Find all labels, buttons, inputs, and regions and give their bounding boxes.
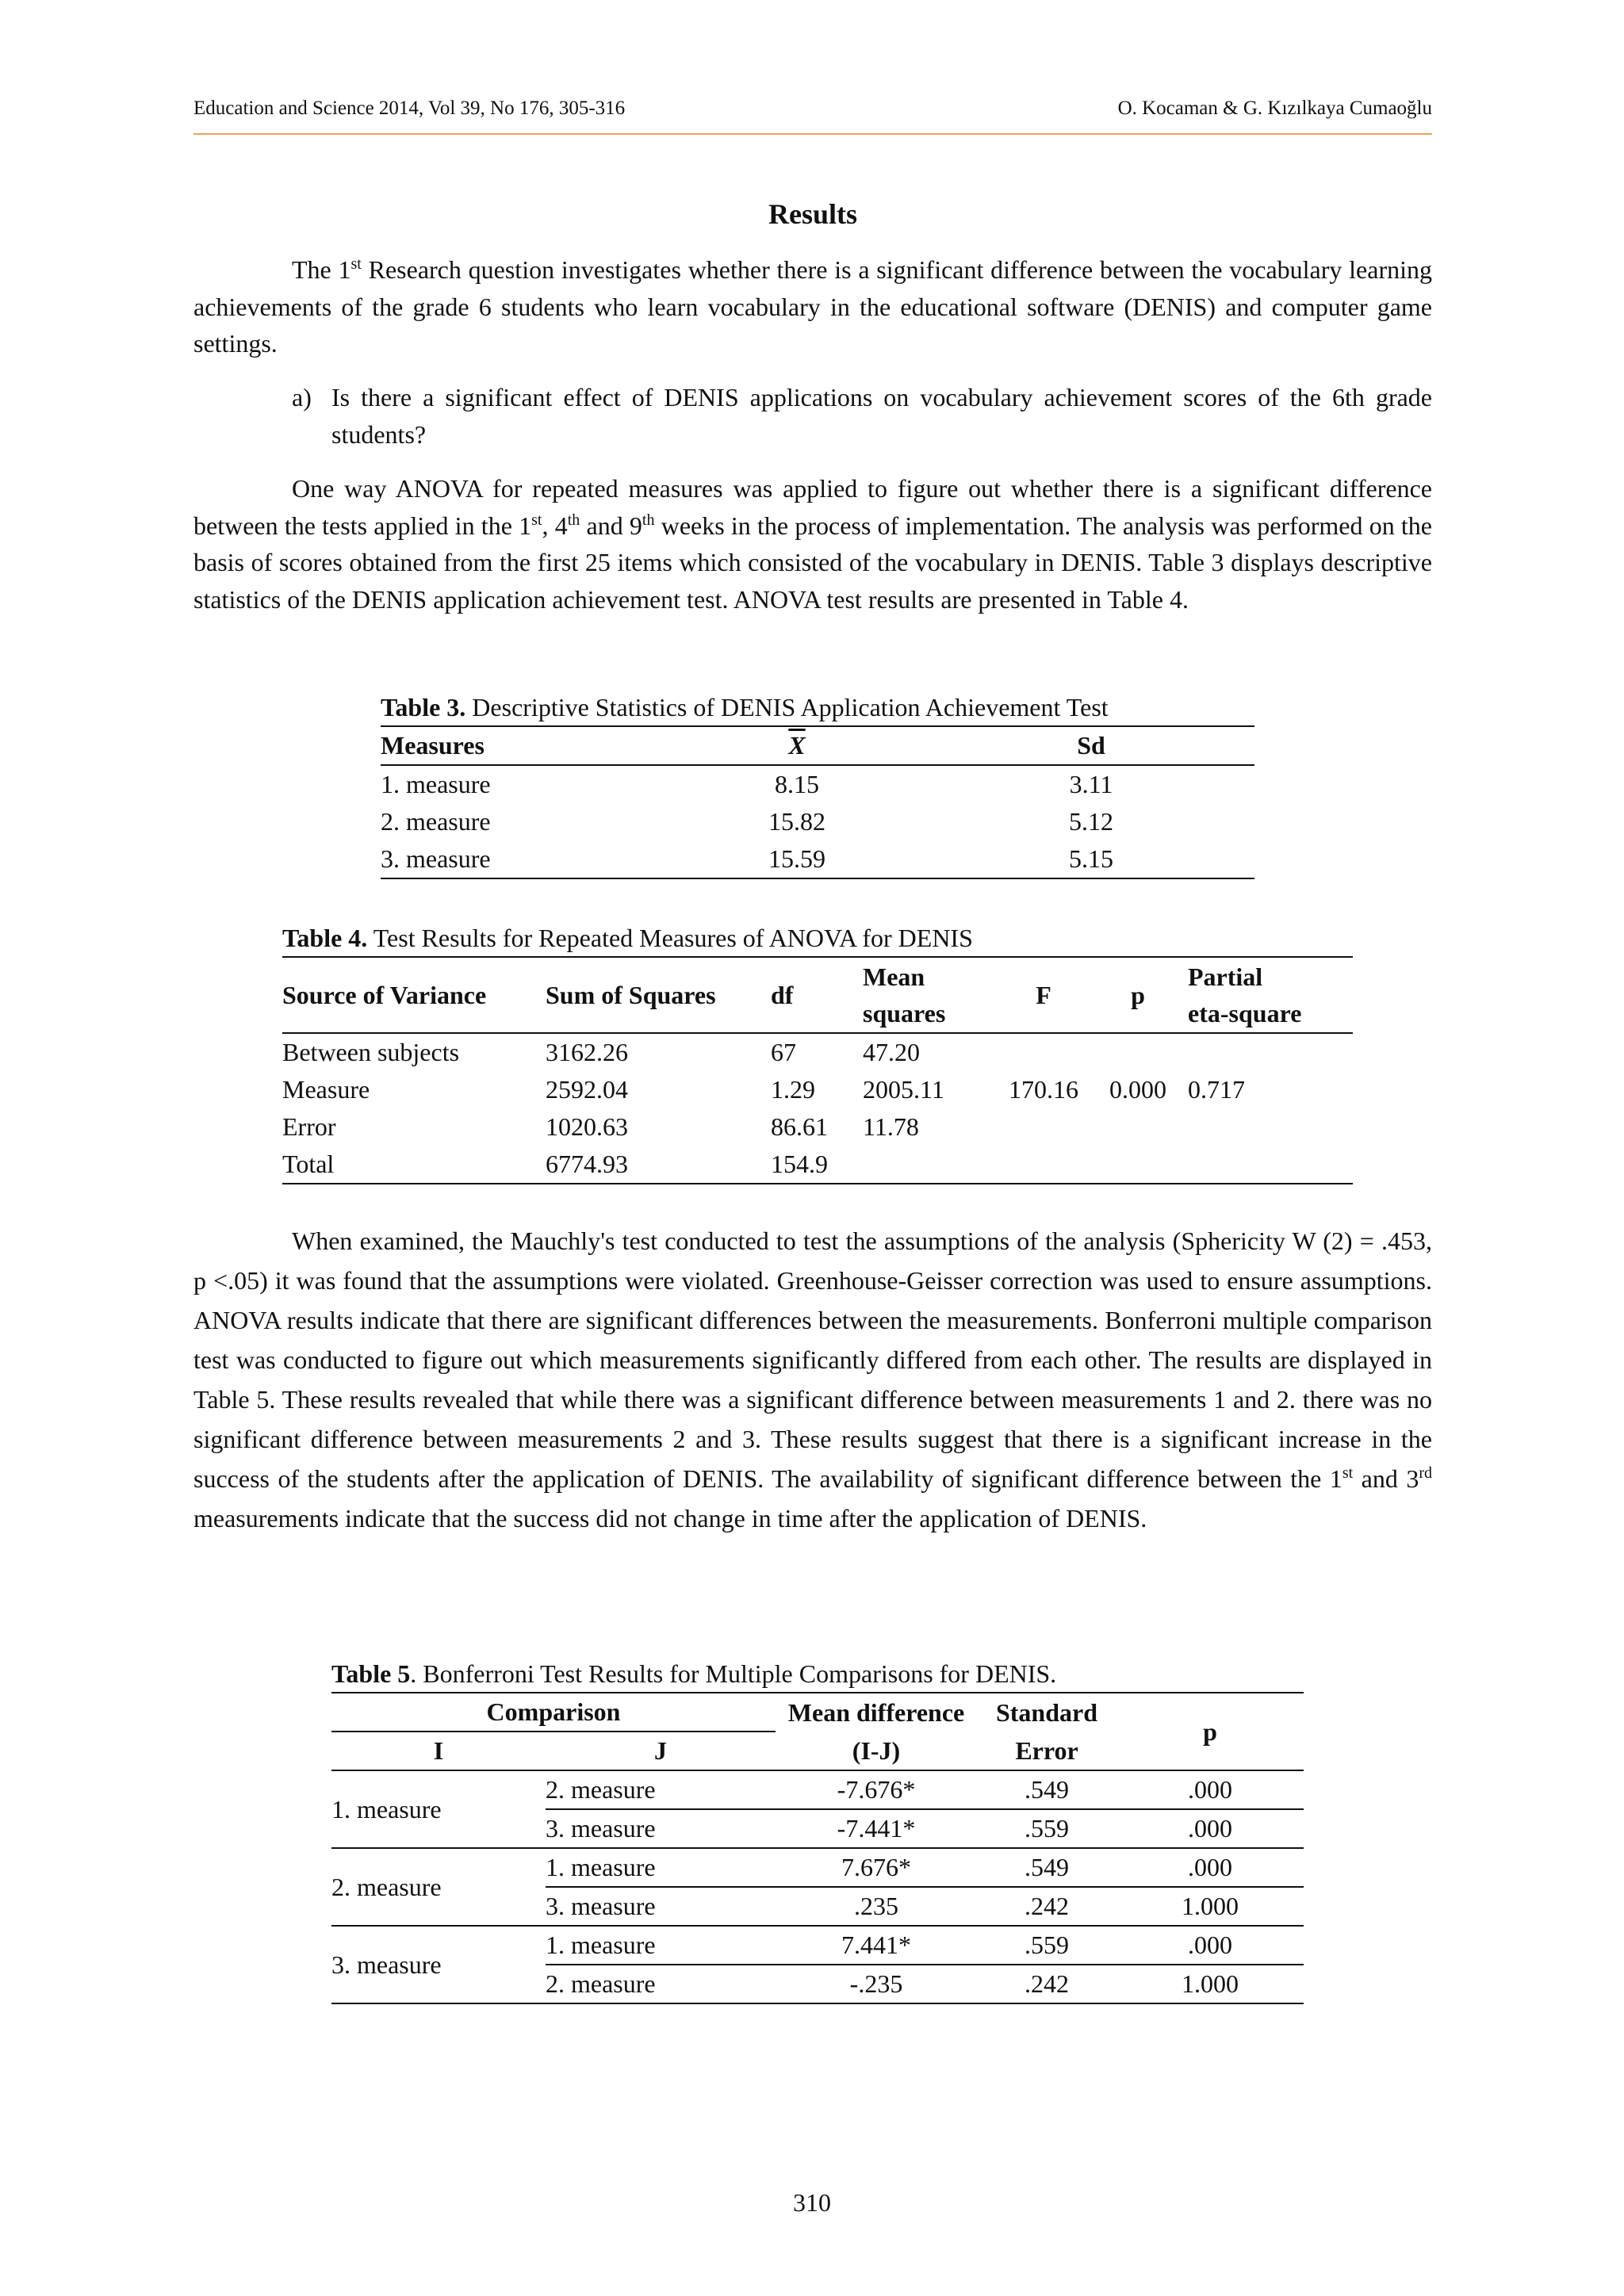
running-header: [193, 95, 1432, 122]
table5-cell-j: 2. measure: [546, 1770, 776, 1809]
table5-header-se-line1: Standard: [995, 1697, 1098, 1727]
table5-cell-j: 1. measure: [546, 1848, 776, 1887]
para2-sup-b: th: [567, 511, 580, 529]
table-row: [381, 803, 1254, 840]
table5-caption-text: . Bonferroni Test Results for Multiple Comparisons for DENIS.: [410, 1659, 1057, 1688]
table5-cell-j: 1. measure: [546, 1926, 776, 1965]
table5-header-p: p: [1203, 1716, 1217, 1746]
table4-cell: Total: [282, 1150, 335, 1178]
table4-header-f: F: [1036, 981, 1051, 1009]
table4-header-ms: [863, 957, 999, 1033]
table4-cell-f: 170.16: [1009, 1075, 1078, 1104]
table4-cell: 86.61: [771, 1112, 828, 1141]
table4-header-row: [282, 957, 1353, 1033]
table4-cell: 3162.26: [546, 1038, 628, 1066]
table5-bonferroni: [331, 1692, 1304, 2004]
para3-text-c: measurements indicate that the success did not change in time after the application of DENIS.: [193, 1504, 1147, 1533]
para2-sup-c: th: [642, 511, 655, 529]
table5-header-md-line1: Mean difference: [787, 1697, 965, 1727]
table4-anova-results: [282, 956, 1353, 1184]
table3-cell: 2. measure: [381, 807, 491, 836]
table4-header-eta-line2: eta-square: [1188, 999, 1302, 1027]
para2-text-c: and 9: [580, 511, 642, 540]
table5-cell-md: -7.676*: [776, 1770, 977, 1809]
table3-caption-text: Descriptive Statistics of DENIS Application Achievement Test: [465, 693, 1109, 721]
table5-cell-p: .000: [1116, 1770, 1304, 1809]
journal-citation: Education and Science 2014, Vol 39, No 176, 305-316: [193, 98, 626, 119]
para3-sup-b: rd: [1419, 1464, 1433, 1482]
table4-cell: 6774.93: [546, 1150, 628, 1178]
table4-header-df: df: [771, 981, 794, 1009]
table5-cell-p: 1.000: [1116, 1887, 1304, 1926]
table4-header-ms-line1: Mean: [863, 962, 925, 991]
table5-cell-se: .242: [977, 1887, 1116, 1926]
table5-cell-p: 1.000: [1182, 1969, 1239, 1998]
table4-cell: 67: [771, 1038, 796, 1066]
table3-cell: 3. measure: [381, 844, 491, 873]
section-title: Results: [768, 198, 857, 230]
table4-cell: Between subjects: [282, 1038, 460, 1066]
table5-cell-p: .000: [1116, 1809, 1304, 1848]
table4-cell: Measure: [282, 1075, 370, 1104]
table5-cell-md: 7.441*: [776, 1926, 977, 1965]
table3-caption-label: Table 3.: [381, 693, 466, 721]
table4-cell: [999, 1033, 1088, 1071]
para3-sup-a: st: [1342, 1464, 1354, 1482]
table5-caption-label: Table 5: [331, 1659, 411, 1688]
table5-cell-i: 1. measure: [331, 1770, 546, 1848]
para2-text-a: One way ANOVA for repeated measures was applied to figure out whether there is a significant difference between the tests applied in the 1: [193, 474, 1432, 540]
table4-cell: 47.20: [863, 1038, 920, 1066]
table4-cell: 2005.11: [863, 1075, 944, 1104]
table3-cell: 15.82: [768, 807, 825, 836]
table4-cell: [999, 1108, 1088, 1146]
question-a-text: Is there a significant effect of DENIS applications on vocabulary achievement scores of the 6th grade students?: [331, 383, 1432, 449]
table-row: [282, 1033, 1353, 1071]
table3-header-row: [381, 726, 1254, 765]
paragraph-mauchly-bonferroni: [193, 1221, 1432, 1538]
table5-header-i: I: [433, 1736, 444, 1765]
table-row: [282, 1146, 1353, 1184]
para3-text-b: and 3: [1353, 1464, 1419, 1493]
table5-header-j: J: [654, 1736, 667, 1765]
table4-cell: [1188, 1033, 1353, 1071]
table4-cell: [1088, 1108, 1188, 1146]
table4-cell: [1088, 1146, 1188, 1184]
table5-cell-se: .549: [977, 1770, 1116, 1809]
table4-header-ms-line2: squares: [863, 999, 946, 1027]
table5-cell-se: .549: [977, 1848, 1116, 1887]
para3-text-a: When examined, the Mauchly's test conducted to test the assumptions of the analysis (Sphericity W (2) = .453, p <.05) it was found that the assumptions were violated. Greenhouse-Geisser correction was used to ensure assumptions. ANOVA results indicate that there are significant differences between the measurements. Bonferroni multiple comparison test was conducted to figure out which measurements significantly differed from each other. The results are displayed in Table 5. These results revealed that while there was a significant difference between measurements 1 and 2. there was no significant difference between measurements 2 and 3. These results suggest that there is a significant increase in the success of the students after the application of DENIS. The availability of significant difference between the 1: [193, 1226, 1432, 1493]
table-row: [282, 1071, 1353, 1108]
table3-caption: [381, 691, 1109, 723]
table5-cell-md: -.235: [849, 1969, 903, 1998]
table5-header-md-line2: (I-J): [852, 1735, 901, 1765]
table-row: [381, 765, 1254, 803]
table4-cell: [999, 1146, 1088, 1184]
table4-caption-text: Test Results for Repeated Measures of ANOVA for DENIS: [367, 924, 973, 952]
table5-cell-se: .242: [1025, 1969, 1069, 1998]
question-a-label: a): [292, 383, 312, 411]
table4-cell: 1.29: [771, 1075, 815, 1104]
table4-cell: 154.9: [771, 1150, 828, 1178]
table5-cell-j: 3. measure: [546, 1809, 776, 1848]
paragraph-research-question: [193, 251, 1432, 362]
table4-header-eta-line1: Partial: [1188, 962, 1263, 991]
question-a: [292, 379, 1432, 453]
author-names: O. Kocaman & G. Kızılkaya Cumaoğlu: [1117, 98, 1432, 119]
table5-caption: [331, 1658, 1056, 1689]
para2-sup-a: st: [531, 511, 542, 529]
header-rule: [193, 133, 1432, 135]
table4-cell: [1188, 1108, 1353, 1146]
table3-header-mean: [666, 726, 928, 765]
table4-header-source: Source of Variance: [282, 981, 487, 1009]
table-row: [331, 1770, 1304, 1809]
table5-cell-p: .000: [1116, 1848, 1304, 1887]
table5-cell-md: 7.676*: [776, 1848, 977, 1887]
table-row: [282, 1108, 1353, 1146]
table4-cell: 1020.63: [546, 1112, 628, 1141]
table-row: [381, 840, 1254, 878]
table4-cell: [863, 1146, 999, 1184]
table4-cell-eta: 0.717: [1188, 1075, 1245, 1104]
table3-cell: 5.12: [1069, 807, 1113, 836]
table5-cell-i: 3. measure: [331, 1950, 442, 1979]
table3-header-sd: Sd: [1077, 731, 1105, 760]
para2-text-b: , 4: [542, 511, 568, 540]
table5-cell-md: -7.441*: [776, 1809, 977, 1848]
table3-cell: 15.59: [768, 844, 825, 873]
table3-header-measures: Measures: [381, 731, 485, 760]
table4-caption-label: Table 4.: [282, 924, 368, 952]
table5-cell-p: .000: [1116, 1926, 1304, 1965]
table4-cell: [1188, 1146, 1353, 1184]
table4-header-ss: Sum of Squares: [546, 981, 716, 1009]
x-bar-symbol: $\overline{X}$: [788, 731, 806, 760]
table5-cell-se: .559: [977, 1809, 1116, 1848]
para2-text-d: weeks in the process of implementation. The analysis was performed on the basis of scores obtained from the first 25 items which consisted of the vocabulary in DENIS. Table 3 displays descriptive statistics of the DENIS application achievement test. ANOVA test results are presented in Table 4.: [193, 511, 1433, 614]
page-number: 310: [793, 2188, 831, 2217]
table4-cell: 11.78: [863, 1112, 919, 1141]
table4-caption: [282, 922, 973, 954]
table5-cell-j: 3. measure: [546, 1887, 776, 1926]
table4-cell: 2592.04: [546, 1075, 628, 1104]
table3-cell: 3.11: [1069, 770, 1113, 798]
paragraph-anova-method: [193, 470, 1432, 618]
table4-cell: [1088, 1033, 1188, 1071]
table5-header-se-line2: Error: [1015, 1735, 1078, 1765]
table4-cell: Error: [282, 1112, 336, 1141]
table3-descriptive-stats: [381, 725, 1254, 879]
table5-cell-j: 2. measure: [546, 1969, 656, 1998]
table3-cell: 1. measure: [381, 770, 491, 798]
table4-header-eta: [1188, 957, 1353, 1033]
table-row: [331, 1926, 1304, 1965]
para1-text-b: Research question investigates whether there is a significant difference between the vocabulary learning achievements of the grade 6 students who learn vocabulary in the educational software (DENIS) and computer game settings.: [193, 255, 1433, 358]
table5-cell-md: .235: [776, 1887, 977, 1926]
para1-text-a: The 1: [292, 255, 351, 284]
table4-header-p: p: [1131, 981, 1145, 1009]
table3-cell: 8.15: [775, 770, 819, 798]
table5-header-comparison: Comparison: [331, 1693, 776, 1732]
table-row: [331, 1848, 1304, 1887]
table5-header-row-1: [331, 1693, 1304, 1732]
para1-sup: st: [350, 255, 362, 273]
table5-cell-se: .559: [977, 1926, 1116, 1965]
table5-cell-i: 2. measure: [331, 1848, 546, 1926]
table3-cell: 5.15: [1069, 844, 1113, 873]
table4-cell-p: 0.000: [1109, 1075, 1166, 1104]
